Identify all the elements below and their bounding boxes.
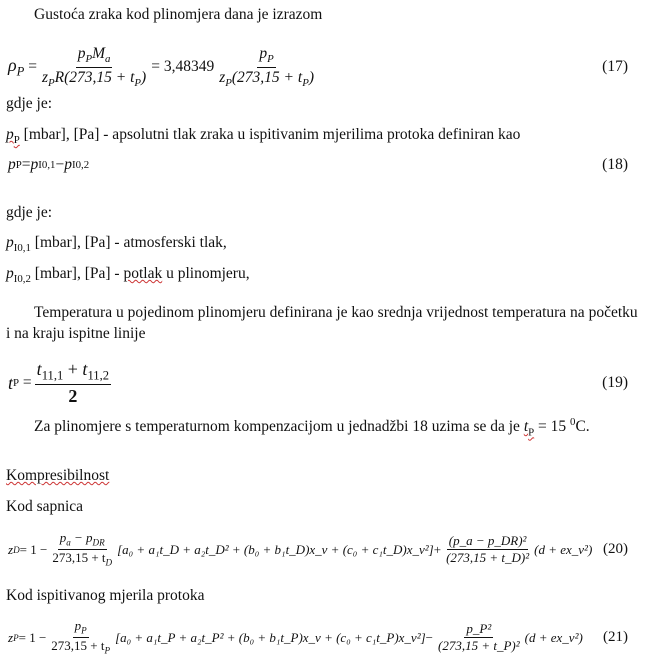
eq-symbol: − p bbox=[70, 530, 93, 545]
eq-sub: D bbox=[105, 557, 113, 568]
eq-symbol: z bbox=[8, 629, 14, 645]
eq-symbol: p bbox=[259, 45, 268, 62]
eq-sub: P bbox=[13, 377, 20, 390]
eq-symbol: p bbox=[8, 156, 16, 173]
eq-operator: + bbox=[63, 359, 83, 379]
eq-sub: P bbox=[13, 134, 20, 147]
equation-21 bbox=[8, 618, 658, 657]
eq-sub: P bbox=[267, 53, 274, 66]
eq-sub: I0,2 bbox=[71, 159, 90, 171]
eq-bracket-term: [a₀ + a₁t_P + a₂t_P² + (b₀ + b₁t_P)x_v + (c₀ + c₁t_P)x_v²] bbox=[115, 629, 426, 645]
definition-pP bbox=[6, 126, 520, 146]
definition-p101 bbox=[6, 234, 227, 254]
eq-operator: − bbox=[425, 629, 434, 645]
eq-symbol: ρ bbox=[8, 54, 17, 75]
eq-symbol: p bbox=[74, 618, 82, 633]
paragraph-density-intro: Gustoća zraka kod plinomjera dana je izrazom bbox=[34, 6, 323, 23]
eq-symbol: (273,15 + t bbox=[231, 68, 303, 86]
eq-symbol: p bbox=[6, 234, 14, 251]
equation-number: (18) bbox=[602, 156, 628, 173]
text: C. bbox=[575, 418, 590, 436]
definition-p102 bbox=[6, 265, 250, 285]
eq-sub: a bbox=[105, 53, 111, 66]
eq-sub: P bbox=[48, 76, 55, 89]
eq-sub: P bbox=[15, 159, 22, 171]
definition-text: [mbar], [Pa] - apsolutni tlak zraka u ispitivanim mjerilima protoka definiran kao bbox=[19, 126, 521, 143]
definition-text: [mbar], [Pa] - atmosferski tlak, bbox=[30, 234, 227, 251]
eq-symbol: z bbox=[219, 68, 226, 86]
eq-sub: I0,2 bbox=[13, 273, 31, 286]
equation-number: (19) bbox=[602, 374, 628, 392]
eq-sub: P bbox=[85, 53, 93, 66]
eq-numerator: (p_a − p_DR)² bbox=[447, 533, 529, 550]
label-where: gdje je: bbox=[6, 204, 53, 221]
fraction bbox=[49, 618, 112, 657]
paragraph-temperature-line2: i na kraju ispitne linije bbox=[6, 325, 146, 342]
eq-symbol: t bbox=[36, 359, 42, 379]
fraction: $\frac{p_PM_a}{z_PR(273,15 + t_P)}$ bbox=[41, 45, 147, 89]
equation-number: (20) bbox=[603, 541, 628, 558]
eq-denominator: 2 bbox=[68, 386, 78, 407]
eq-operator: = 1 − bbox=[19, 541, 48, 557]
eq-sub: P bbox=[13, 632, 19, 643]
eq-symbol: z bbox=[41, 68, 49, 86]
eq-symbol: p bbox=[6, 126, 14, 143]
equation-18 bbox=[8, 156, 658, 174]
eq-sub: DR bbox=[92, 537, 105, 548]
equation-number: (17) bbox=[602, 57, 628, 75]
fraction bbox=[444, 533, 531, 567]
eq-sub: 11,2 bbox=[87, 368, 110, 383]
equation-20 bbox=[8, 530, 658, 569]
eq-sub: P bbox=[225, 76, 232, 89]
heading-compressibility: Kompresibilnost bbox=[6, 467, 110, 484]
eq-operator: = bbox=[21, 156, 31, 173]
eq-symbol: p bbox=[6, 265, 14, 282]
eq-symbol: R(273,15 + t bbox=[54, 68, 135, 86]
eq-sub: P bbox=[134, 76, 142, 89]
eq-symbol: 273,15 + t bbox=[52, 549, 106, 565]
eq-symbol: t bbox=[82, 359, 88, 379]
eq-operator: + bbox=[433, 541, 442, 557]
eq-sub: a bbox=[66, 537, 71, 548]
eq-denominator: (273,15 + t_P)² bbox=[438, 637, 520, 653]
eq-operator: = 1 − bbox=[18, 629, 47, 645]
eq-sub: P bbox=[104, 645, 111, 656]
equation-number: (21) bbox=[603, 629, 628, 646]
definition-text: u plinomjeru, bbox=[162, 265, 250, 282]
eq-sub: 11,1 bbox=[41, 368, 64, 383]
eq-sub: D bbox=[13, 544, 20, 555]
eq-symbol: t bbox=[8, 372, 14, 393]
eq-sub: P bbox=[16, 64, 25, 79]
eq-sub: P bbox=[528, 426, 535, 439]
definition-text: [mbar], [Pa] - bbox=[30, 265, 124, 282]
degree-sup: 0 bbox=[570, 416, 576, 428]
eq-symbol: p bbox=[59, 530, 67, 545]
eq-sub: I0,1 bbox=[38, 159, 56, 171]
label-where: gdje je: bbox=[6, 95, 53, 112]
spellcheck-word: potlak bbox=[123, 265, 163, 282]
paragraph-compensation bbox=[6, 416, 590, 438]
text: Za plinomjere s temperaturnom kompenzacijom u jednadžbi 18 uzima se da je bbox=[34, 418, 524, 436]
fraction bbox=[50, 530, 114, 569]
eq-tail-term: (d + ex_v²) bbox=[534, 541, 593, 557]
fraction bbox=[436, 621, 522, 655]
equation-19 bbox=[8, 358, 658, 409]
eq-denominator: (273,15 + t_D)² bbox=[446, 549, 530, 565]
eq-sub: I0,1 bbox=[13, 242, 31, 255]
eq-sub: P bbox=[302, 76, 309, 89]
subheading-nozzles: Kod sapnica bbox=[6, 498, 84, 515]
text: = 15 bbox=[534, 418, 571, 436]
eq-symbol: p bbox=[64, 156, 72, 173]
eq-bracket-term: [a₀ + a₁t_D + a₂t_D² + (b₀ + b₁t_D)x_v + (c₀ + c₁t_D)x_v²] bbox=[117, 541, 434, 557]
paragraph-temperature-line1: Temperatura u pojedinom plinomjeru definirana je kao srednja vrijednost temperatura na početku bbox=[34, 304, 638, 321]
eq-symbol: t bbox=[523, 418, 529, 436]
eq-sub: P bbox=[81, 625, 87, 636]
fraction: $\frac{p_P}{z_P(273,15 + t_P)}$ bbox=[219, 45, 314, 89]
subheading-tested-meter: Kod ispitivanog mjerila protoka bbox=[6, 587, 205, 604]
eq-operator: − bbox=[55, 156, 65, 173]
eq-coefficient: = 3,48349 bbox=[151, 57, 215, 75]
eq-symbol: M bbox=[92, 45, 106, 62]
eq-symbol: p bbox=[30, 156, 39, 173]
equation-17: $\rho_P$ = $\frac{p_PM_a}{z_PR(273,15 + t_P)}$ = 3,48349 $\frac{p_P}{z_P(273,15 + t_P)}$ (17) bbox=[8, 45, 628, 89]
eq-symbol: 273,15 + t bbox=[51, 637, 105, 653]
eq-numerator: p_P² bbox=[464, 621, 493, 638]
eq-tail-term: (d + ex_v²) bbox=[524, 629, 583, 645]
eq-symbol: p bbox=[77, 45, 86, 62]
eq-symbol: z bbox=[8, 541, 14, 557]
eq-operator: = bbox=[22, 374, 32, 392]
fraction bbox=[35, 358, 111, 409]
